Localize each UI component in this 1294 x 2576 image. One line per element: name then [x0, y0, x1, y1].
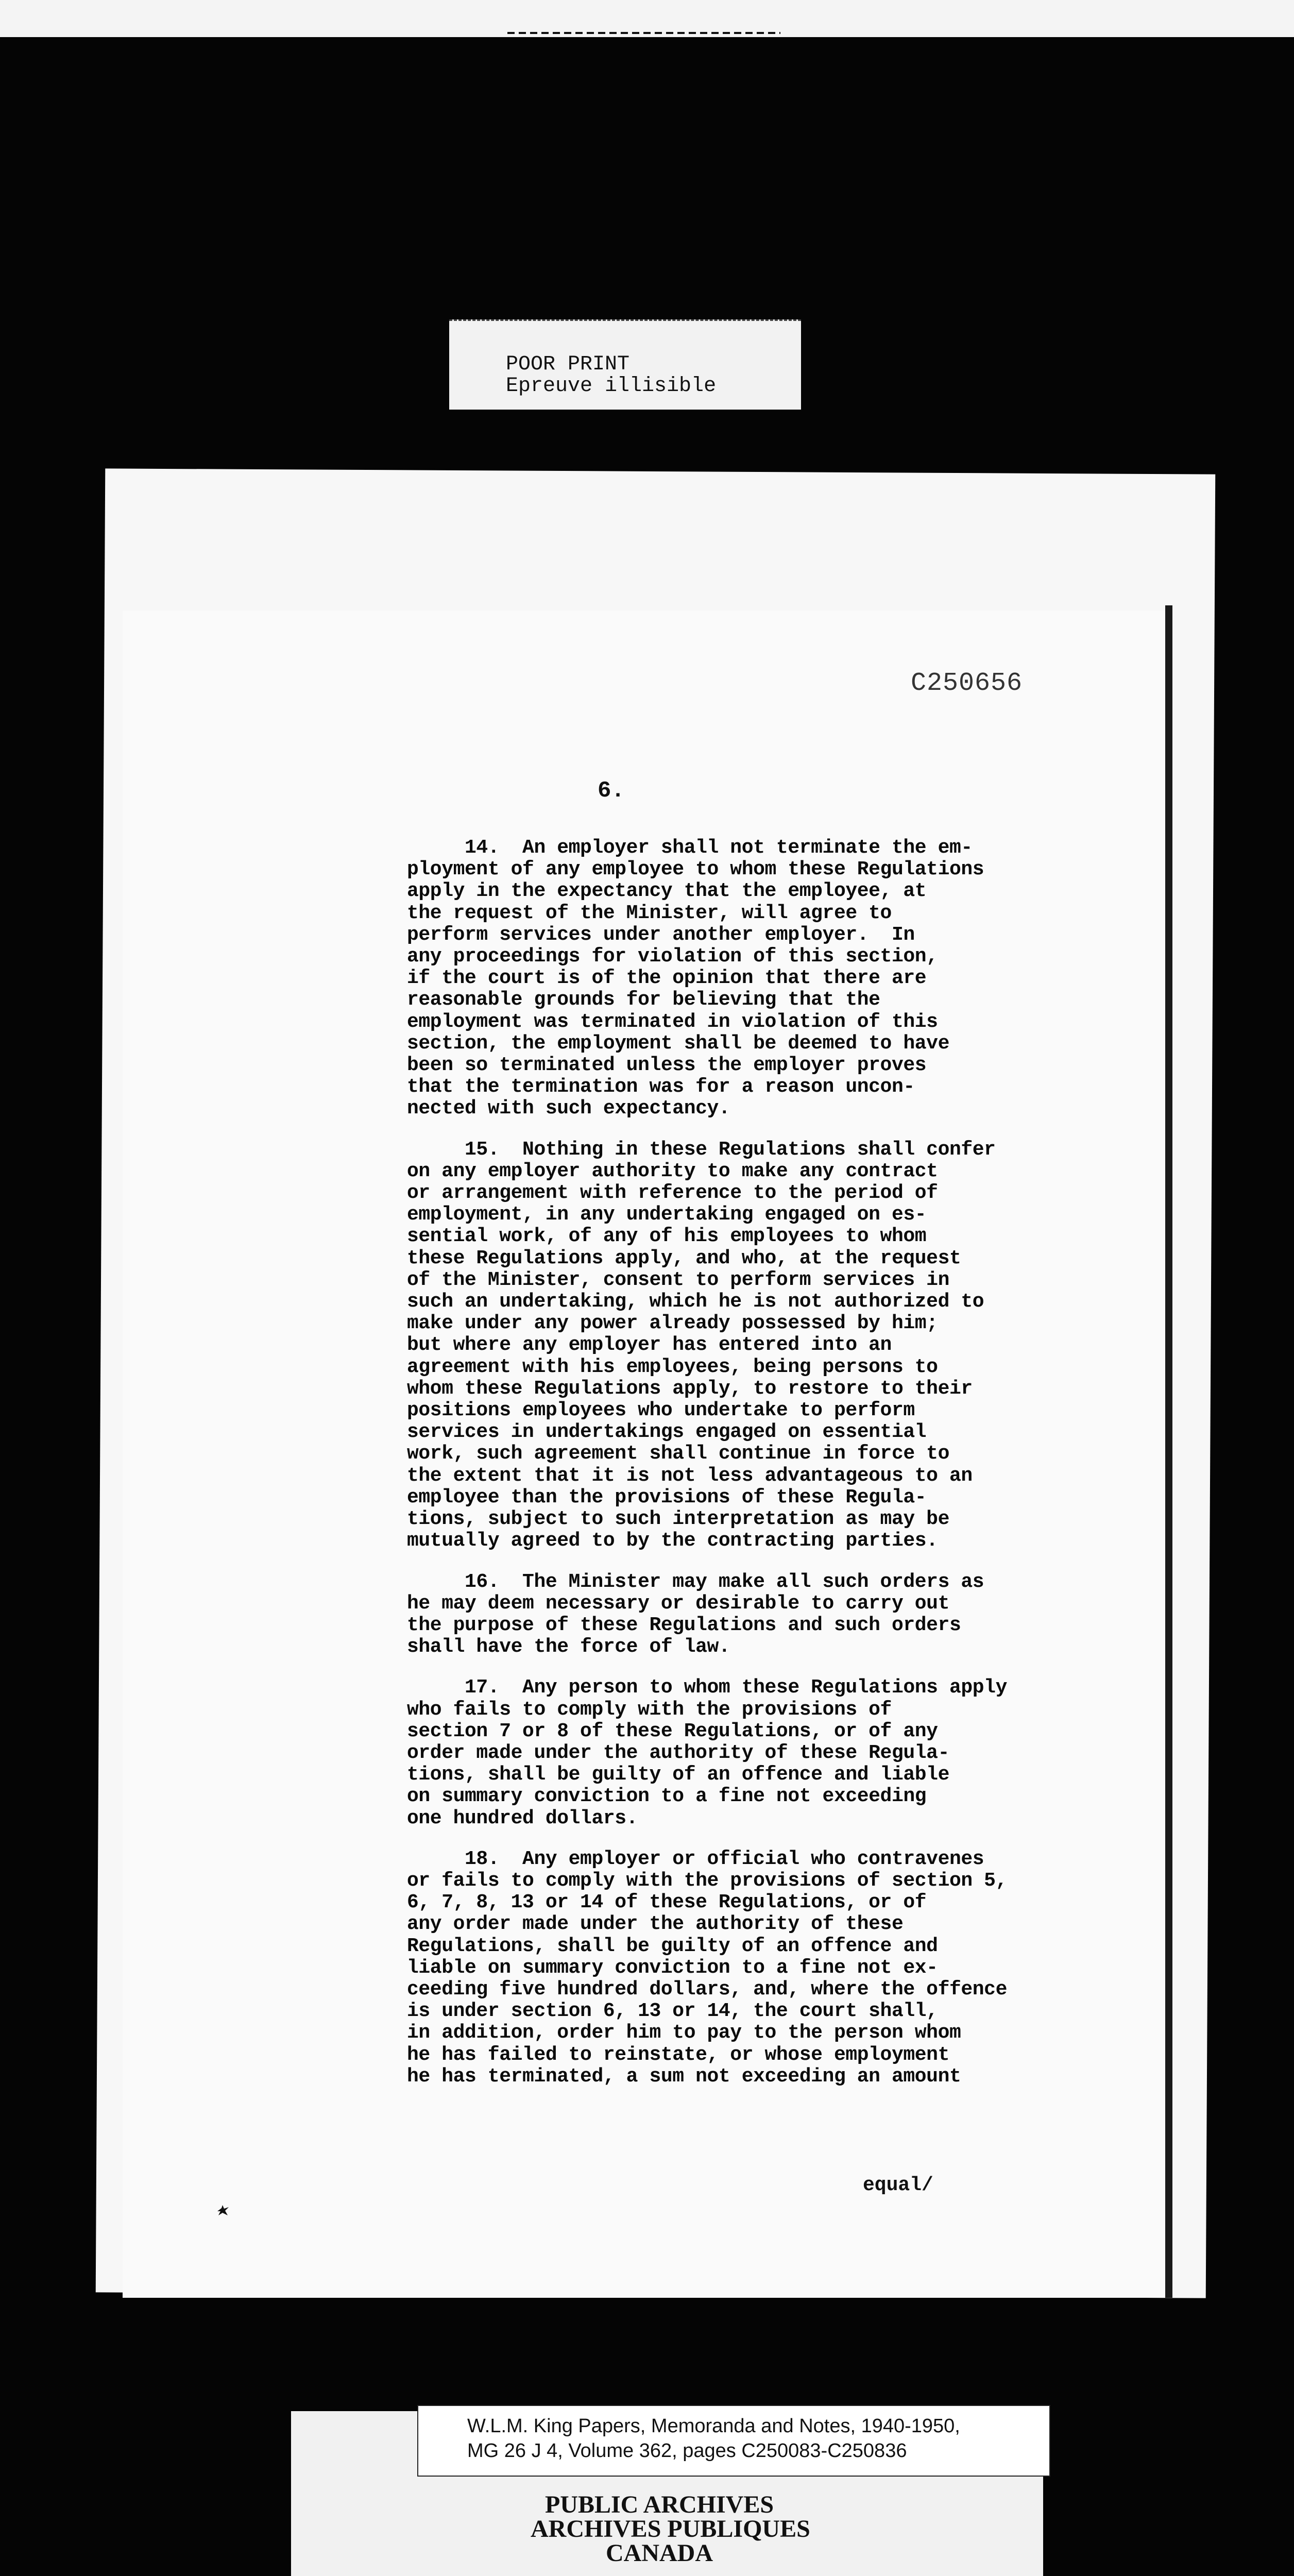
text-line: agreement with his employees, being persons to: [407, 1355, 938, 1378]
text-line: make under any power already possessed by him;: [407, 1312, 938, 1335]
stamp-line-2: ARCHIVES PUBLIQUES: [531, 2515, 810, 2543]
text-line: employment was terminated in violation of this: [407, 1010, 938, 1033]
ink-speck-icon: [215, 2204, 231, 2217]
text-line: on summary conviction to a fine not exceeding: [407, 1785, 927, 1808]
text-line: perform services under another employer. In: [407, 923, 915, 946]
text-line: employment, in any undertaking engaged on es-: [407, 1204, 927, 1226]
text-line: but where any employer has entered into an: [407, 1334, 892, 1357]
citation-line-2: MG 26 J 4, Volume 362, pages C250083-C250836: [467, 2440, 907, 2462]
text-line: whom these Regulations apply, to restore to their: [407, 1377, 973, 1400]
text-line: the purpose of these Regulations and such orders: [407, 1614, 961, 1636]
text-line: on any employer authority to make any contract: [407, 1160, 938, 1182]
text-line: nected with such expectancy.: [407, 1097, 730, 1120]
text-line: 17. Any person to whom these Regulations apply: [407, 1676, 1007, 1699]
text-line: 18. Any employer or official who contravenes: [407, 1848, 984, 1870]
text-line: these Regulations apply, and who, at the request: [407, 1247, 961, 1269]
text-line: shall have the force of law.: [407, 1636, 730, 1658]
text-line: that the termination was for a reason uncon-: [407, 1076, 915, 1098]
text-line: one hundred dollars.: [407, 1807, 638, 1829]
text-line: Regulations, shall be guilty of an offence and: [407, 1935, 938, 1957]
text-line: 14. An employer shall not terminate the em-: [407, 837, 973, 859]
text-line: any proceedings for violation of this section,: [407, 945, 938, 968]
text-line: been so terminated unless the employer proves: [407, 1054, 927, 1077]
text-line: sential work, of any of his employees to whom: [407, 1225, 927, 1248]
text-line: section, the employment shall be deemed to have: [407, 1032, 949, 1055]
text-line: mutually agreed to by the contracting parties.: [407, 1530, 938, 1552]
archive-citation: [417, 2405, 1050, 2477]
text-line: or arrangement with reference to the period of: [407, 1182, 938, 1205]
text-line: the extent that it is not less advantageous to an: [407, 1464, 973, 1487]
text-line: he has failed to reinstate, or whose employment: [407, 2043, 949, 2066]
paragraph-17: [407, 1677, 1077, 1829]
text-line: 6, 7, 8, 13 or 14 of these Regulations, or of: [407, 1891, 927, 1914]
text-line: employee than the provisions of these Regula-: [407, 1486, 927, 1509]
page-number: 6.: [598, 778, 625, 804]
citation-line-1: W.L.M. King Papers, Memoranda and Notes, 1940-1950,: [467, 2415, 960, 2437]
paragraph-16: [407, 1571, 1077, 1658]
text-line: order made under the authority of these Regula-: [407, 1741, 949, 1764]
catchword: equal/: [863, 2174, 933, 2196]
regulations-text: [407, 837, 1077, 2107]
text-line: liable on summary conviction to a fine not ex-: [407, 1956, 938, 1979]
text-line: of the Minister, consent to perform services in: [407, 1268, 949, 1291]
paragraph-18: [407, 1849, 1077, 2088]
text-line: ployment of any employee to whom these Regulations: [407, 858, 984, 881]
text-line: any order made under the authority of these: [407, 1913, 904, 1936]
archive-stamp: [531, 2491, 810, 2567]
text-line: in addition, order him to pay to the person whom: [407, 2022, 961, 2044]
text-line: the request of the Minister, will agree to: [407, 902, 892, 924]
text-line: apply in the expectancy that the employee, at: [407, 880, 927, 903]
text-line: if the court is of the opinion that there are: [407, 967, 927, 990]
text-line: he may deem necessary or desirable to carry out: [407, 1592, 949, 1615]
text-line: section 7 or 8 of these Regulations, or of any: [407, 1720, 938, 1742]
poor-print-line-2: Epreuve illisible: [506, 375, 717, 398]
text-line: ceeding five hundred dollars, and, where the offence: [407, 1978, 1007, 2001]
stamp-line-1: PUBLIC ARCHIVES: [544, 2491, 774, 2518]
text-line: tions, subject to such interpretation as may be: [407, 1508, 949, 1531]
text-line: such an undertaking, which he is not authorized to: [407, 1291, 984, 1313]
poor-print-line-1: POOR PRINT: [506, 353, 630, 376]
text-line: or fails to comply with the provisions of section 5,: [407, 1869, 1007, 1892]
text-line: 16. The Minister may make all such orders as: [407, 1570, 984, 1593]
film-top-dash: [507, 32, 780, 34]
text-line: 15. Nothing in these Regulations shall confer: [407, 1138, 996, 1161]
text-line: tions, shall be guilty of an offence and liable: [407, 1764, 949, 1786]
stamp-line-3: CANADA: [606, 2539, 713, 2567]
text-line: who fails to comply with the provisions of: [407, 1698, 892, 1721]
text-line: he has terminated, a sum not exceeding an amount: [407, 2065, 961, 2088]
text-line: is under section 6, 13 or 14, the court shall,: [407, 2000, 938, 2023]
text-line: positions employees who undertake to perform: [407, 1399, 915, 1422]
text-line: reasonable grounds for believing that the: [407, 989, 880, 1011]
paragraph-15: [407, 1139, 1077, 1552]
text-line: work, such agreement shall continue in force to: [407, 1443, 949, 1465]
document-number: C250656: [911, 669, 1023, 698]
text-line: services in undertakings engaged on essential: [407, 1421, 927, 1444]
poor-print-label: [449, 319, 801, 410]
page-edge-shadow: [1165, 605, 1172, 2298]
paragraph-14: [407, 837, 1077, 1120]
